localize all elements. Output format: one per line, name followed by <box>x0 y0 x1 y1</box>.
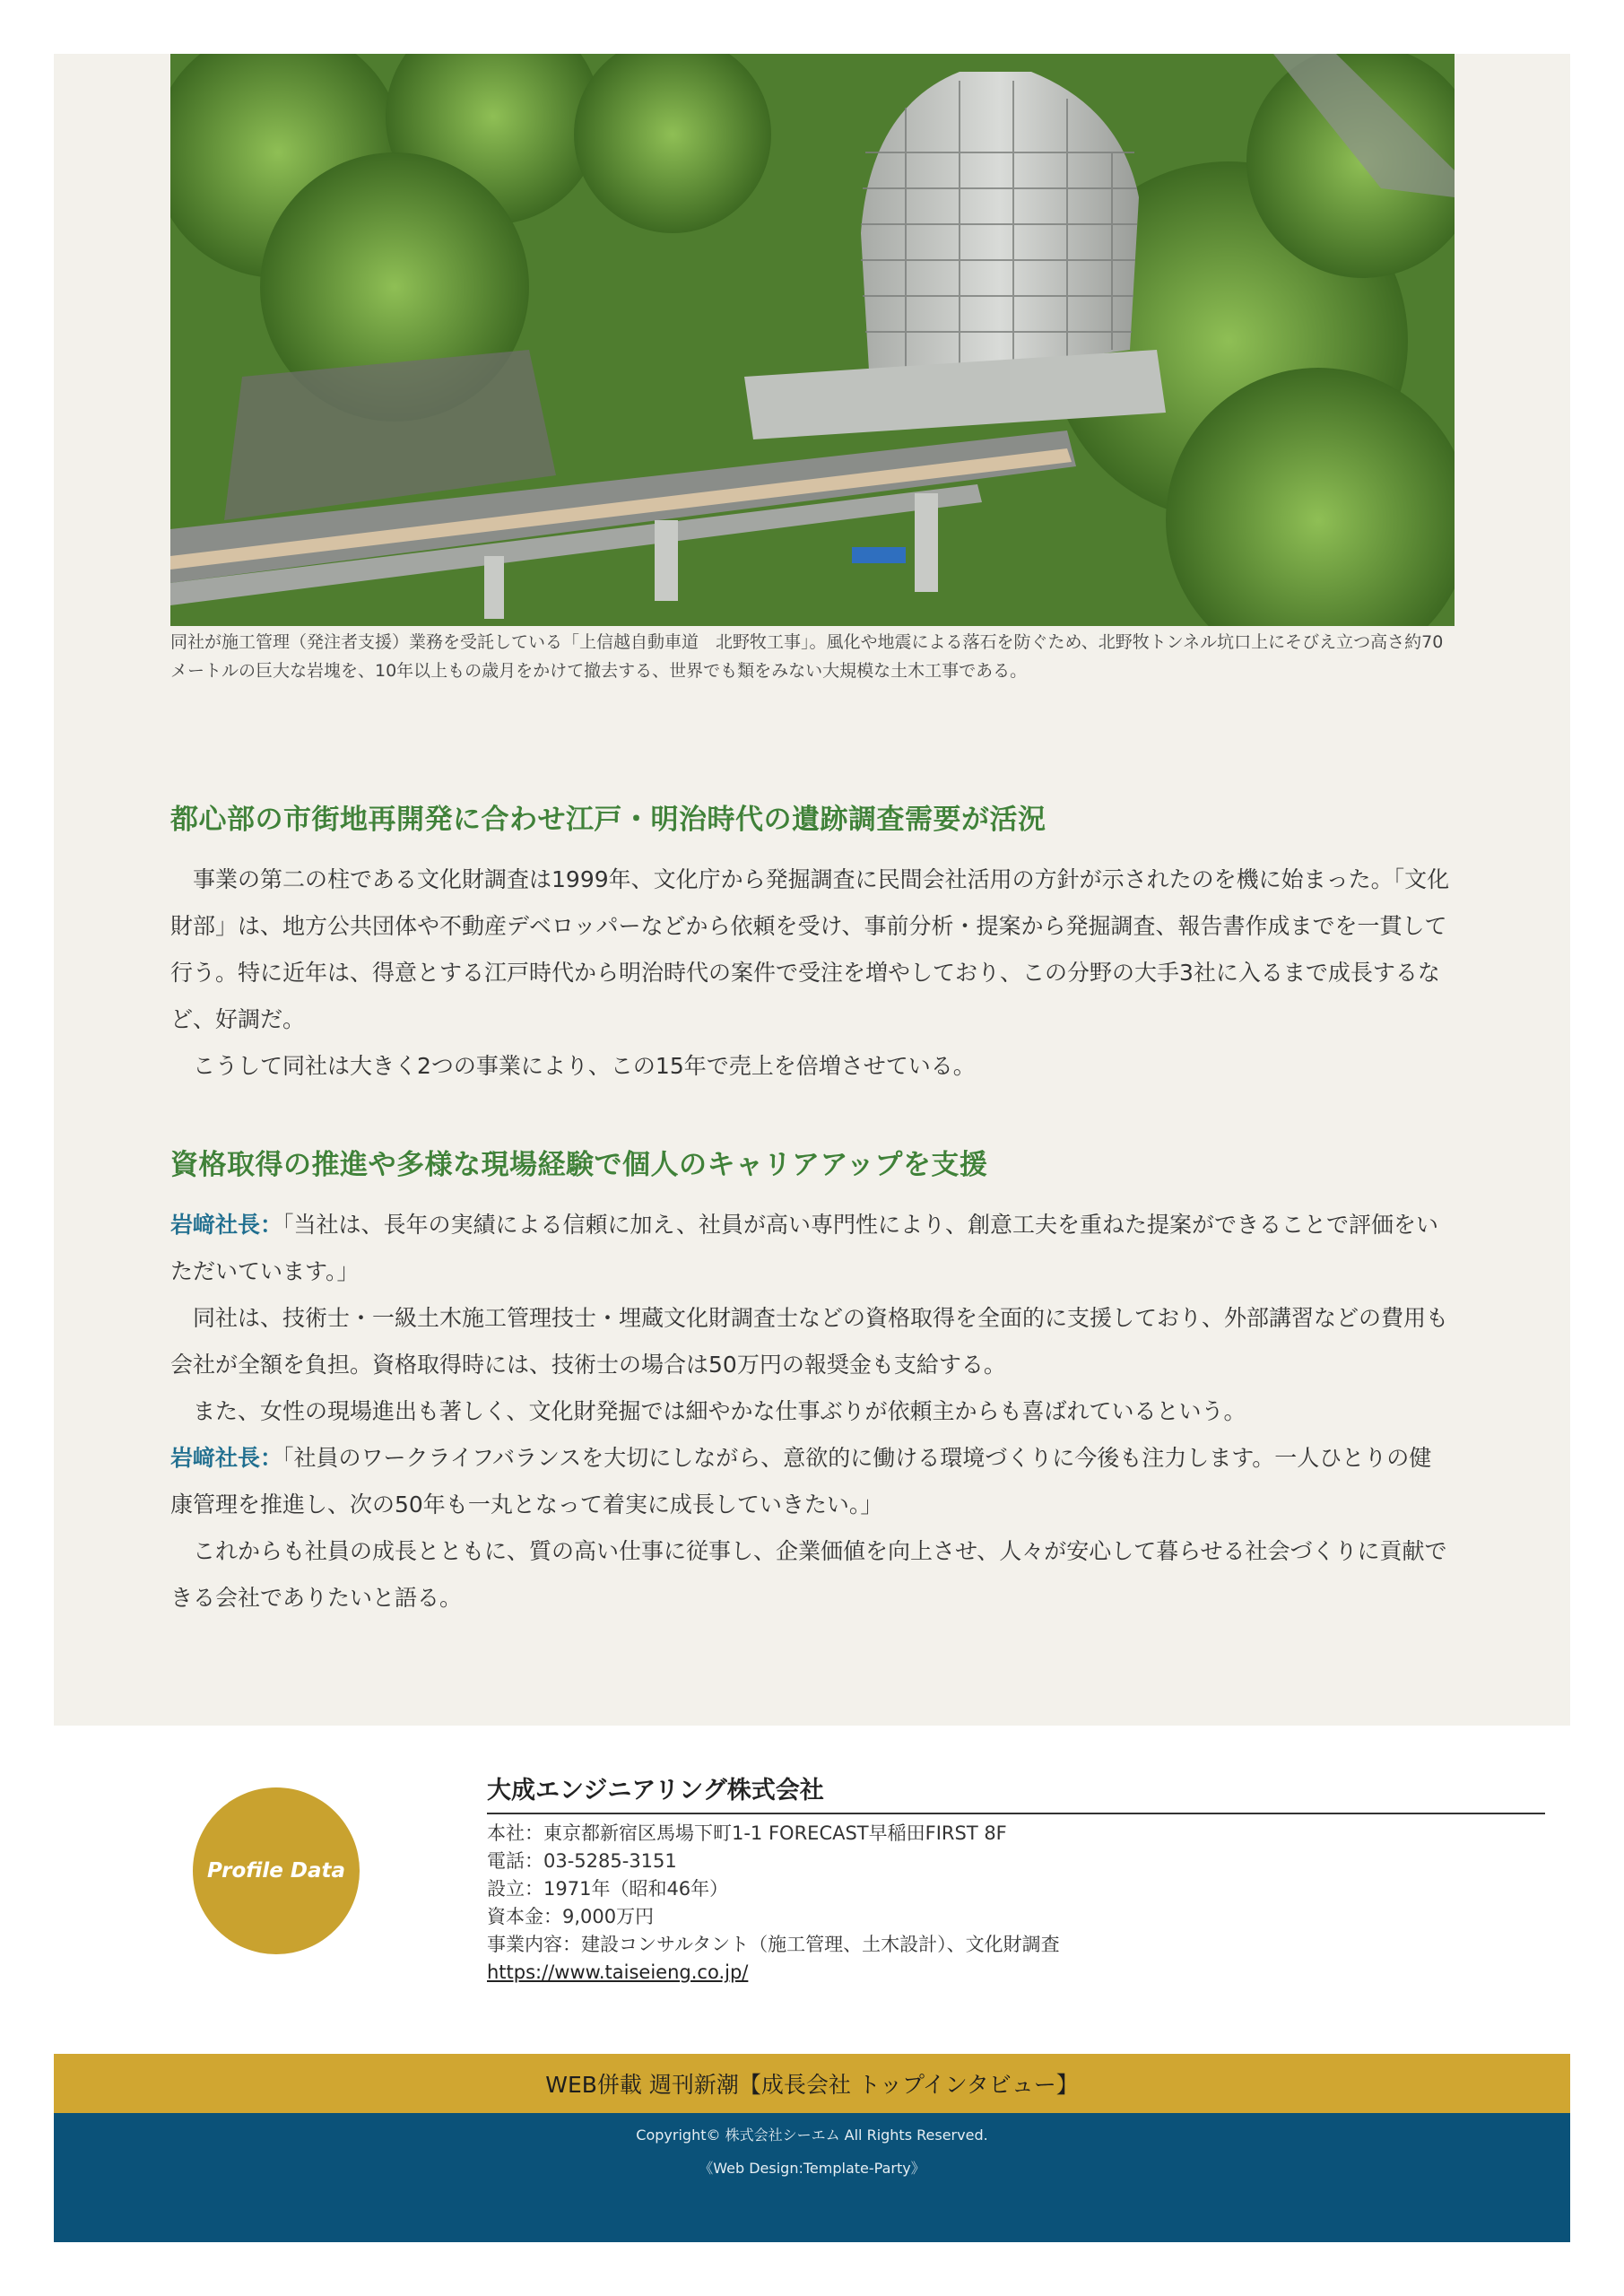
section-body-cultural-survey <box>170 857 1453 1090</box>
profile-address: 本社：東京都新宿区馬場下町1-1 FORECAST早稲田FIRST 8F <box>487 1822 1007 1844</box>
profile-details <box>487 1820 1545 1987</box>
profile-founded: 設立：1971年（昭和46年） <box>487 1878 729 1900</box>
paragraph: これからも社員の成長とともに、質の高い仕事に従事し、企業価値を向上させ、人々が安心して暮らせる社会づくりに貢献できる会社でありたいと語る。 <box>170 1538 1447 1611</box>
series-banner: WEB併載 週刊新潮【成長会社 トップインタビュー】 <box>54 2054 1570 2113</box>
profile-phone: 電話：03-5285-3151 <box>487 1850 677 1872</box>
paragraph: また、女性の現場進出も著しく、文化財発掘では細やかな仕事ぶりが依頼主からも喜ばれているという。 <box>193 1398 1246 1424</box>
quote-text: 「社員のワークライフバランスを大切にしながら、意欲的に働ける環境づくりに今後も注力します。一人ひとりの健康管理を推進し、次の50年も一丸となって着実に成長していきたい。」 <box>170 1445 1432 1518</box>
section-heading-career-support: 資格取得の推進や多様な現場経験で個人のキャリアアップを支援 <box>170 1149 988 1181</box>
company-name: 大成エンジニアリング株式会社 <box>487 1770 1545 1814</box>
quote-paragraph <box>170 1435 1453 1528</box>
profile-business: 事業内容：建設コンサルタント（施工管理、土木設計）、文化財調査 <box>487 1934 1060 1955</box>
profile-capital: 資本金：9,000万円 <box>487 1906 655 1927</box>
quote-paragraph <box>170 1202 1453 1295</box>
construction-site-photo <box>170 54 1455 626</box>
section-body-career-support <box>170 1202 1453 1622</box>
company-profile <box>54 1726 1570 2054</box>
profile-data-badge: Profile Data <box>193 1787 360 1954</box>
copyright: Copyright© 株式会社シーエム All Rights Reserved. <box>636 2126 988 2144</box>
design-credit[interactable]: 《Web Design:Template-Party》 <box>699 2160 925 2177</box>
quote-text: 「当社は、長年の実績による信頼に加え、社員が高い専門性により、創意工夫を重ねた提案ができることで評価をいただいています。」 <box>170 1212 1439 1284</box>
paragraph: こうして同社は大きく2つの事業により、この15年で売上を倍増させている。 <box>193 1053 976 1079</box>
speaker-label: 岩﨑社長： <box>170 1445 283 1471</box>
paragraph: 事業の第二の柱である文化財調査は1999年、文化庁から発掘調査に民間会社活用の方針が示されたのを機に始まった。「文化財部」は、地方公共団体や不動産デベロッパーなどから依頼を受け、事前分析・提案から発掘調査、報告書作成までを一貫して行う。特に近年は、得意とする江戸時代から明治時代の案件で受注を増やしており、この分野の大手3社に入るまで成長するなど、好調だ。 <box>170 866 1450 1032</box>
photo-caption: 同社が施工管理（発注者支援）業務を受託している「上信越自動車道 北野牧工事」。風化や地震による落石を防ぐため、北野牧トンネル坑口上にそびえ立つ高さ約70メートルの巨大な岩塊を、10年以上もの歳月をかけて撤去する、世界でも類をみない大規模な土木工事である。 <box>170 632 1444 681</box>
speaker-label: 岩﨑社長： <box>170 1212 283 1238</box>
paragraph: 同社は、技術士・一級土木施工管理技士・埋蔵文化財調査士などの資格取得を全面的に支援しており、外部講習などの費用も会社が全額を負担。資格取得時には、技術士の場合は50万円の報奨金も支給する。 <box>170 1305 1449 1378</box>
company-website-link[interactable]: https://www.taiseieng.co.jp/ <box>487 1961 749 1983</box>
footer <box>54 2113 1570 2242</box>
section-heading-cultural-survey: 都心部の市街地再開発に合わせ江戸・明治時代の遺跡調査需要が活況 <box>170 804 1046 836</box>
